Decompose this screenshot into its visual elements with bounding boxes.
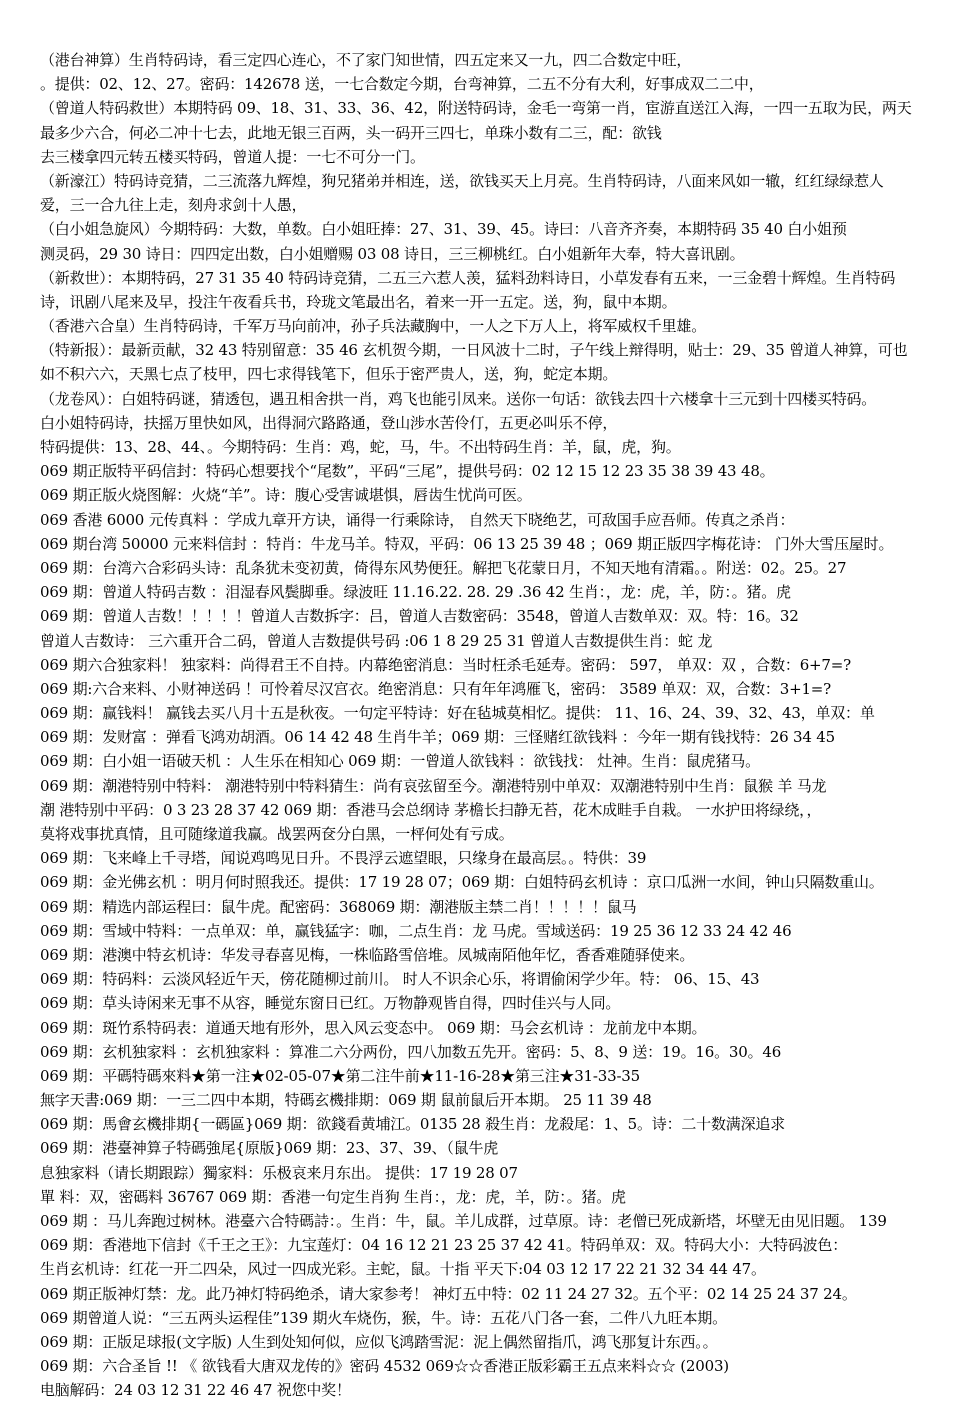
text-line: 069 期：发财富 ：弹看飞鸿劝胡酒。06 14 42 48 生肖牛羊；069 期：三怪赌红欲钱料 ：今年一期有钱找特：26 34 45: [40, 728, 835, 747]
text-line: 069 香港 6000 元传真料 ：学成九章开方诀，诵得一行乘除诗， 自然天下晓绝艺，可敌国手应吾师。传真之杀肖：: [40, 510, 795, 529]
text-line: 069 期：曾道人特码吉数 ：泪湿春风鬓脚垂。绿波旺 11.16.22. 28. 29 .36 42 生肖：，龙：虎，羊，防：。猪。虎: [40, 583, 791, 602]
text-line: （新濠江）特码诗竞猜，二三流落九辉煌，狗兄猪弟并相连，送，欲钱买天上月亮。生肖特码诗，八面来风如一辙，红红绿绿惹人: [40, 171, 884, 190]
text-line: 069 期：特码料：云淡风轻近午天，傍花随柳过前川。 时人不识余心乐，将谓偷闲学少年。特： 06、15、43: [40, 970, 760, 989]
text-line: 069 期：台湾六合彩码头诗：乱条犹未变初黄，倚得东风势便狂。解把飞花蒙日月，不知天地有清霜。。附送：02。25。27: [40, 558, 847, 577]
text-line: （龙卷风）：白姐特码谜，猜透包，遇丑相舍拱一肖，鸡飞也能引凤来。送你一句话：欲钱去四十六楼拿十三元到十四楼买特码。: [40, 389, 877, 408]
text-line: （港台神算）生肖特码诗，看三定四心连心，不了家门知世情，四五定来又一九，四二合数定中旺，: [40, 51, 692, 69]
text-line: 特码提供：13、28、44、。今期特码：生肖：鸡，蛇，马，牛。不出特码生肖：羊，鼠，虎，狗。: [40, 438, 681, 456]
text-line: 最多少六合，何必二冲十七去，此地无银三百两，头一码开三四七，单珠小数有二三，配：欲钱: [40, 123, 662, 142]
text-line: 069 期台湾 50000 元来料信封 ：特肖：牛龙马羊。特双，平码：06 13 25 39 48 ；069 期正版四字梅花诗： 门外大雪压屋时。: [40, 534, 894, 553]
text-line: 069 期：平碼特碼來料★第一注★02-05-07★第二注牛前★11-16-28★第三注★31-33-35: [40, 1066, 640, 1085]
text-line: 爱，三一合九往上走，刻舟求剑十人愚，: [40, 196, 307, 215]
text-line: （曾道人特码救世）本期特码 09、18、31、33、36、42，附送特码诗，金毛一弯第一肖，宦游直送江入海，一四一五取为民，两天: [40, 99, 912, 118]
text-line: 潮 港特别中平码：0 3 23 28 37 42 069 期：香港马会总纲诗 茅檐长扫静无苔，花木成畦手自栽。 一水护田将绿绕，，: [40, 800, 822, 819]
text-line: 069 期：潮港特别中特料： 潮港特别中特料猜生：尚有哀弦留至今。潮港特别中单双：双潮港特别中生肖：鼠猴 羊 马龙: [40, 776, 827, 795]
text-line: 测灵码，29 30 诗日：四四定出数，白小姐赠赐 03 08 诗日，三三柳桃红。白小姐新年大奉，特大喜讯剧。: [40, 244, 745, 263]
text-line: 去三楼拿四元转五楼买特码，曾道人提：一七不可分一门。: [40, 147, 425, 166]
text-line: （香港六合皇）生肖特码诗，千军万马向前冲，孙子兵法藏胸中，一人之下万人上，将军威权千里雄。: [40, 317, 707, 336]
text-line: 無字天書:069 期：一三二四中本期，特碼玄機排期：069 期 鼠前鼠后开本期。 25 11 39 48: [40, 1091, 652, 1110]
text-line: （新救世）：本期特码，27 31 35 40 特码诗竞猜，二五三六惹人羡，猛料劲料诗日，小草发春有五来，一三金碧十辉煌。生肖特码: [40, 268, 896, 287]
text-line: 。提供：02、12、27。密码：142678 送，一七合数定今期，台弯神算，二五不分有大利，好事成双二二中，: [40, 75, 764, 94]
text-line: 诗，讯剧八尾来及早，投注午夜看兵书，玲珑文笔最出名，着来一开一五定。送，狗，鼠中本期。: [40, 292, 677, 311]
text-line: 069 期：六合圣旨 !! 《 欲钱看大唐双龙传的》密码 4532 069☆☆香港正版彩霸王五点来料☆☆ (2003): [40, 1357, 729, 1376]
text-line: 069 期：馬會玄機排期{一碼區}069 期：欲錢看黄埔江。0135 28 殺生肖：龙殺尾：1、5。诗：二十数满深追求: [40, 1115, 785, 1134]
text-line: 息独家料（请长期跟踪）獨家料：乐极哀来月东出。 提供：17 19 28 07: [40, 1163, 518, 1182]
text-line: 如不积六六，天黑七点了枝甲，四七求得钱笔下，但乐于密严贵人，送，狗，蛇定本期。: [40, 365, 618, 384]
text-line: 069 期正版神灯禁：龙。此乃神灯特码绝杀，请大家参考！ 神灯五中特：02 11 24 27 32。五个平：02 14 25 24 37 24。: [40, 1284, 857, 1303]
text-line: 白小姐特码诗，扶摇万里快如风，出得洞穴路路通，登山涉水苦伶仃，五更必叫乐不停，: [40, 413, 618, 432]
text-line: 069 期六合独家料！ 独家料：尚得君王不自持。内幕绝密消息：当时枉杀毛延寿。密码： 597， 单双：双 ，合数：6+7=?: [40, 655, 851, 674]
text-line: 069 期 ：马儿奔跑过树林。港臺六合特碼詩：。生肖：牛，鼠。羊儿成群，过草原。诗：老僧已死成新塔，坏壁无由见旧题。 139: [40, 1212, 887, 1230]
text-line: 069 期：草头诗闲来无事不从容，睡觉东窗日已红。万物静观皆自得，四时佳兴与人同。: [40, 994, 621, 1013]
text-line: 069 期正版特平码信封：特码心想要找个“尾数”，平码“三尾”，提供号码：02 12 15 12 23 35 38 39 43 48。: [40, 462, 775, 481]
text-line: 069 期：正版足球报(文字版) 人生到处知何似，应似飞鸿踏雪泥：泥上偶然留指爪，鸿飞那复计东西。。: [40, 1332, 718, 1351]
text-line: 069 期：曾道人吉数！！！！！曾道人吉数拆字：吕，曾道人吉数密码：3548，曾道人吉数单双：双。特：16。32: [40, 607, 799, 626]
text-line: 069 期：金光佛玄机 ：明月何时照我还。提供：17 19 28 07；069 期：白姐特码玄机诗 ：京口瓜洲一水间，钟山只隔数重山。: [40, 873, 884, 892]
text-line: 069 期：赢钱料！ 赢钱去买八月十五是秋夜。一句定平特诗：好在毡城莫相忆。提供： 11、16、24、39、32、43，单双：单: [40, 704, 875, 723]
text-line: 069 期：精选内部运程曰：鼠牛虎。配密码：368069 期：潮港版主禁二肖！！！！！鼠马: [40, 897, 637, 916]
text-line: （白小姐急旋风）今期特码：大数，单数。白小姐旺捧：27、31、39、45。诗曰：八音齐齐奏，本期特码 35 40 白小姐预: [40, 220, 847, 239]
text-line: 曾道人吉数诗： 三六重开合二码，曾道人吉数提供号码 :06 1 8 29 25 31 曾道人吉数提供生肖：蛇 龙: [40, 631, 713, 650]
text-line: 069 期：港臺神算子特碼強尾{原版}069 期：23、37、39、（鼠牛虎: [40, 1139, 499, 1158]
text-line: 069 期：白小姐一语破天机 ：人生乐在相知心 069 期：一曾道人欲钱料 ：欲钱找： 灶神。生肖：鼠虎猪马。: [40, 752, 760, 771]
text-line: 069 期：雪域中特料：一点单双：单，赢钱猛字：咖，二点生肖：龙 马虎。雪域送码：19 25 36 12 33 24 42 46: [40, 921, 792, 940]
text-line: 069 期：玄机独家料 ：玄机独家料 ：算准二六分两份，四八加数五先开。密码：5、8、9 送：19。16。30。46: [40, 1042, 782, 1061]
text-line: 生肖玄机诗：红花一开二四朵，风过一四成光彩。主蛇，鼠。十指 平天下:04 03 12 17 22 21 32 34 44 47。: [40, 1260, 766, 1279]
text-line: 莫将戏事扰真情，且可随缘道我赢。战罢两奁分白黑，一枰何处有亏成。: [40, 825, 514, 843]
text-line: 069 期正版火烧图解：火烧“羊”。诗：腹心受害诚堪惧，唇齿生忧尚可医。: [40, 486, 532, 505]
text-line: 电脑解码：24 03 12 31 22 46 47 祝您中奖！: [40, 1381, 351, 1400]
text-line: （特新报）：最新贡献，32 43 特别留意：35 46 玄机贺今期，一日风波十二时，子午线上辩得明，贴士：29、35 曾道人神算，可也: [40, 341, 908, 360]
text-line: 069 期曾道人说：“三五两头运程佳”139 期火车烧伤，猴，牛。诗：五花八门各一套，二件八九旺本期。: [40, 1308, 727, 1327]
document-body: [40, 48, 960, 1403]
text-line: 069 期：飞来峰上千寻塔，闻说鸡鸣见日升。不畏浮云遮望眼，只缘身在最高层。。特供：39: [40, 849, 647, 868]
text-line: 069 期：港澳中特玄机诗：华发寻春喜见梅，一株临路雪倍堆。凤城南陌他年忆，香香难随驿使来。: [40, 945, 695, 964]
text-line: 069 期:六合来料、小财神送码 ！可怜着尽汉宫衣。绝密消息：只有年年鸿雁飞，密码： 3589 单双：双，合数：3+1=?: [40, 679, 832, 698]
text-line: 069 期：斑竹系特码表：道通天地有形外，思入风云变态中。 069 期：马会玄机诗 ：龙前龙中本期。: [40, 1018, 707, 1037]
text-line: 069 期：香港地下信封《千王之王》：九宝莲灯：04 16 12 21 23 25 37 42 41。特码单双：双。特码大小：大特码波色：: [40, 1236, 848, 1255]
text-line: 單 料：双，密碼料 36767 069 期：香港一句定生肖狗 生肖：，龙：虎，羊，防：。猪。虎: [40, 1187, 626, 1206]
